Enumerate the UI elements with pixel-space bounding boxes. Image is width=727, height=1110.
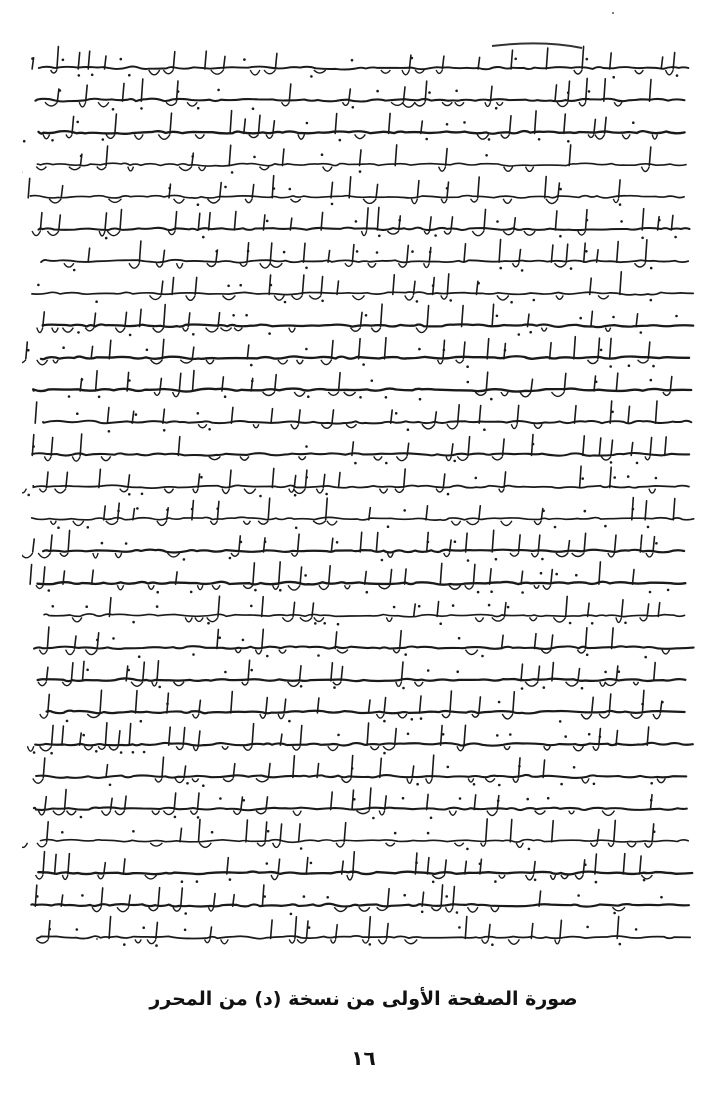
manuscript-line: [22, 626, 694, 659]
manuscript-line: [33, 371, 691, 401]
manuscript-line: [36, 852, 693, 884]
scan-speck: [612, 12, 614, 14]
figure-caption: صورة الصفحة الأولى من نسخة (د) من المحرر: [149, 988, 578, 1010]
manuscript-line: [22, 917, 690, 947]
page-number: ١٦: [351, 1046, 376, 1070]
manuscript-line: [32, 272, 693, 304]
manuscript-line: [22, 145, 686, 174]
manuscript-line: [22, 755, 686, 787]
manuscript-line: [27, 723, 692, 755]
manuscript-line: [22, 788, 687, 819]
manuscript-line: [40, 690, 685, 722]
manuscript-line: [31, 885, 689, 915]
manuscript-line: [22, 819, 688, 850]
manuscript-line: [32, 434, 689, 464]
manuscript-line: [22, 530, 684, 562]
handwritten-manuscript-scan: [22, 38, 712, 978]
manuscript-line: [22, 466, 689, 497]
scan-speck: [640, 545, 642, 547]
manuscript-line: [30, 562, 685, 594]
manuscript-line: [35, 78, 684, 110]
manuscript-line: [31, 46, 688, 78]
manuscript-line: [44, 596, 684, 625]
manuscript-line: [37, 304, 693, 336]
manuscript-line: [22, 660, 685, 690]
manuscript-image: [22, 38, 712, 978]
manuscript-line: [22, 337, 689, 368]
manuscript-line: [22, 111, 685, 143]
manuscript-line: [35, 401, 691, 433]
manuscript-line: [32, 498, 694, 529]
manuscript-line: [41, 240, 688, 272]
manuscript-line: [28, 176, 684, 206]
scan-speck: [96, 938, 98, 940]
manuscript-line: [32, 207, 689, 239]
